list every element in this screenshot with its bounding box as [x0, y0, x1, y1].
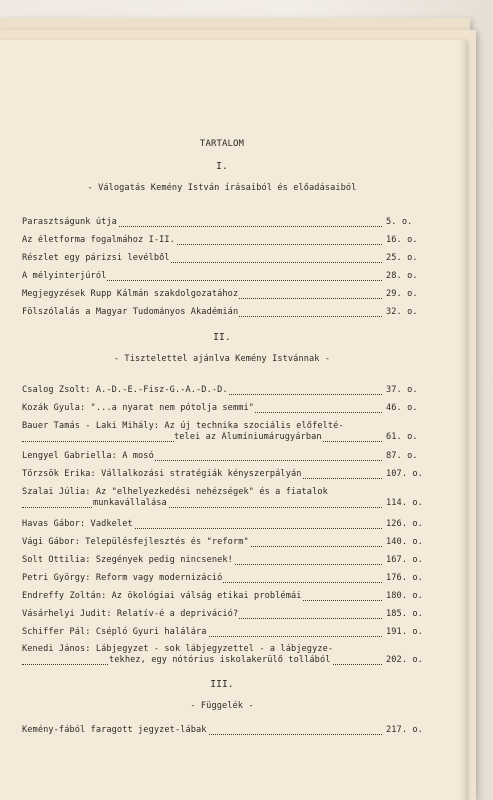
- entry-page: 16. o.: [383, 235, 422, 245]
- toc-entry: [22, 591, 422, 603]
- toc-title: TARTALOM: [199, 139, 245, 149]
- toc-entry: [22, 573, 422, 585]
- toc-entry: [22, 627, 422, 639]
- entry-page: 32. o.: [383, 307, 422, 317]
- entry-page: 25. o.: [383, 253, 422, 263]
- entry-page: 202. o.: [383, 655, 422, 665]
- entry-page: 167. o.: [383, 555, 422, 565]
- toc-entry: [22, 289, 422, 301]
- entry-label: Fölszólalás a Magyar Tudományos Akadémián: [22, 307, 239, 317]
- toc-entry: [22, 609, 422, 621]
- entry-page: 126. o.: [383, 519, 422, 529]
- section-number: I.: [216, 161, 228, 172]
- entry-page: 185. o.: [383, 609, 422, 619]
- entry-page: 29. o.: [383, 289, 422, 299]
- table-of-contents: [22, 40, 422, 800]
- page-edge-shadow: [458, 40, 466, 800]
- toc-entry: [22, 451, 422, 463]
- entry-label: Kenedi János: Lábjegyzet - sok lábjegyzettel - a lábjegyze-: [22, 644, 334, 654]
- entry-page: 180. o.: [383, 591, 422, 601]
- entry-label-continued: telei az Alumíniumárugyárban: [174, 432, 322, 442]
- entry-label: Havas Gábor: Vadkelet: [22, 519, 133, 529]
- entry-label: Megjegyzések Rupp Kálmán szakdolgozatához: [22, 289, 239, 299]
- toc-entry-continued: [22, 432, 422, 444]
- entry-page: 114. o.: [383, 498, 422, 508]
- entry-label-continued: tekhez, egy nótórius iskolakerülő tollából: [109, 655, 331, 665]
- toc-entry-continued: [22, 655, 422, 667]
- toc-entry: [22, 725, 422, 737]
- entry-label: Szalai Júlia: Az "elhelyezkedési nehézségek" és a fiatalok: [22, 487, 328, 497]
- toc-entry: [22, 519, 422, 531]
- entry-label: Kemény-fából faragott jegyzet-lábak: [22, 725, 207, 735]
- section-number: III.: [210, 679, 234, 690]
- toc-entry: [22, 469, 422, 481]
- entry-label: Schiffer Pál: Csépló Gyuri halálára: [22, 627, 207, 637]
- toc-entry: [22, 217, 422, 229]
- entry-label: Kozák Gyula: "...a nyarat nem pótolja semmi": [22, 403, 255, 413]
- entry-page: 107. o.: [383, 469, 422, 479]
- entry-page: 46. o.: [383, 403, 422, 413]
- entry-label: Bauer Tamás - Laki Mihály: Az új technika szociális előfelté-: [22, 421, 344, 431]
- toc-entry: [22, 271, 422, 283]
- entry-label: Lengyel Gabriella: A mosó: [22, 451, 154, 461]
- toc-entry: [22, 307, 422, 319]
- toc-entry-continued: [22, 498, 422, 510]
- toc-entry: [22, 403, 422, 415]
- section-number: II.: [213, 332, 231, 343]
- entry-label: Solt Ottilia: Szegények pedig nincsenek!: [22, 555, 233, 565]
- entry-label: Csalog Zsolt: A.-D.-E.-Fisz-G.-A.-D.-D.: [22, 385, 228, 395]
- entry-label: Részlet egy párizsi levélből: [22, 253, 170, 263]
- entry-page: 87. o.: [383, 451, 422, 461]
- section-heading: - Tisztelettel ajánlva Kemény Istvánnak -: [113, 354, 331, 364]
- entry-label: Vásárhelyi Judit: Relatív-é a depriváció?: [22, 609, 239, 619]
- entry-label: Az életforma fogalmához I-II.: [22, 235, 175, 245]
- toc-entry: [22, 253, 422, 265]
- toc-entry: [22, 235, 422, 247]
- entry-label: Endreffy Zoltán: Az ökológiai válság etikai problémái: [22, 591, 302, 601]
- entry-page: 191. o.: [383, 627, 422, 637]
- entry-label: Petri György: Reform vagy modernizáció: [22, 573, 223, 583]
- entry-label: A mélyinterjúról: [22, 271, 107, 281]
- entry-page: 28. o.: [383, 271, 422, 281]
- entry-page: 61. o.: [383, 432, 422, 442]
- toc-entry: [22, 555, 422, 567]
- entry-label: Törzsök Erika: Vállalkozási stratégiák kényszerpályán: [22, 469, 302, 479]
- entry-page: 37. o.: [383, 385, 422, 395]
- section-heading: - Függelék -: [190, 701, 254, 711]
- section-heading: - Válogatás Kemény István írásaiból és előadásaiból: [87, 183, 357, 193]
- entry-label: Vági Gábor: Településfejlesztés és "reform": [22, 537, 249, 547]
- toc-entry: [22, 537, 422, 549]
- entry-label-continued: munkavállalása: [93, 498, 167, 508]
- document-page: [0, 40, 466, 800]
- entry-label: Parasztságunk útja: [22, 217, 117, 227]
- entry-page: 5. o.: [383, 217, 422, 227]
- entry-page: 217. o.: [383, 725, 422, 735]
- dot-leader: [22, 506, 386, 508]
- toc-entry: [22, 385, 422, 397]
- entry-page: 176. o.: [383, 573, 422, 583]
- entry-page: 140. o.: [383, 537, 422, 547]
